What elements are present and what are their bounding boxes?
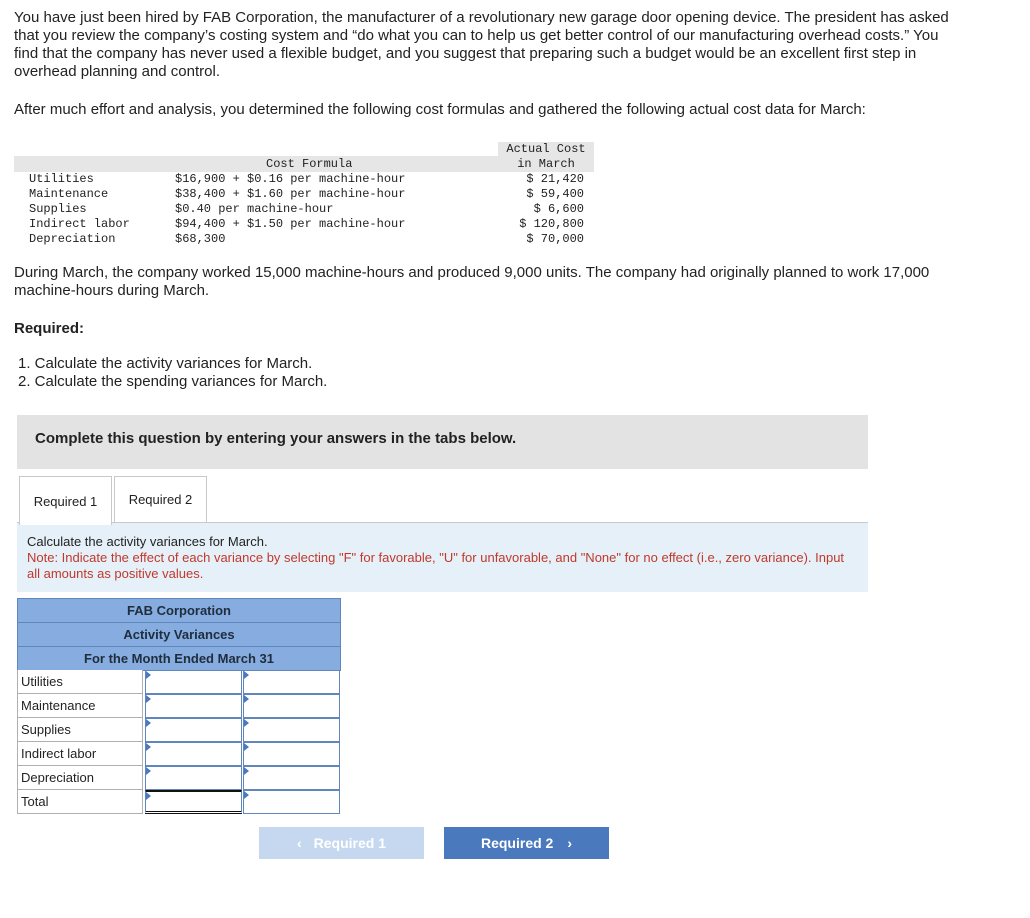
cost-row-indirect-labor: Indirect labor $94,400 + $1.50 per machine-hour $ 120,800 (29, 217, 584, 231)
row-label-supplies: Supplies (17, 718, 143, 742)
table-row (17, 670, 341, 694)
problem-activity-info: During March, the company worked 15,000 machine-hours and produced 9,000 units. The company had originally planned to work 17,000 machine-hours during March. (14, 264, 930, 299)
maintenance-effect-select[interactable] (243, 694, 340, 718)
row-label-maintenance: Maintenance (17, 694, 143, 718)
cost-row-depreciation: Depreciation $68,300 $ 70,000 (29, 232, 584, 246)
activity-variances-table (17, 598, 341, 817)
supplies-effect-select[interactable] (243, 718, 340, 742)
table-row (17, 766, 341, 790)
instruction-text: Complete this question by entering your answers in the tabs below. (35, 430, 517, 447)
instruction-box (17, 415, 868, 469)
problem-data-intro: After much effort and analysis, you determined the following cost formulas and gathered the following actual cost data for March: (14, 101, 866, 118)
table-header-title: Activity Variances (17, 622, 341, 647)
total-amount-input[interactable] (145, 790, 242, 814)
row-label-total: Total (17, 790, 143, 814)
cost-row-maintenance: Maintenance $38,400 + $1.60 per machine-hour $ 59,400 (29, 187, 584, 201)
cost-row-supplies: Supplies $0.40 per machine-hour $ 6,600 (29, 202, 584, 216)
depreciation-amount-input[interactable] (145, 766, 242, 790)
required-item: 2. Calculate the spending variances for March. (18, 373, 328, 390)
required-item: 1. Calculate the activity variances for March. (18, 355, 313, 372)
depreciation-effect-select[interactable] (243, 766, 340, 790)
table-header-period: For the Month Ended March 31 (17, 646, 341, 671)
utilities-effect-select[interactable] (243, 670, 340, 694)
indirect-labor-amount-input[interactable] (145, 742, 242, 766)
cost-formula-header: Cost Formula (266, 157, 353, 171)
table-header-company: FAB Corporation (17, 598, 341, 623)
required-heading: Required: (14, 320, 85, 337)
prev-button-label: Required 1 (313, 835, 387, 851)
row-label-utilities: Utilities (17, 670, 143, 694)
chevron-right-icon: › (567, 835, 573, 851)
table-row (17, 694, 341, 718)
table-row (17, 790, 341, 814)
cost-row-utilities: Utilities $16,900 + $0.16 per machine-hour $ 21,420 (29, 172, 584, 186)
next-button-label: Required 2 (480, 835, 554, 851)
supplies-amount-input[interactable] (145, 718, 242, 742)
panel-instruction: Calculate the activity variances for March. (27, 534, 268, 549)
chevron-left-icon: ‹ (296, 835, 302, 851)
table-row (17, 742, 341, 766)
indirect-labor-effect-select[interactable] (243, 742, 340, 766)
problem-intro: You have just been hired by FAB Corporation, the manufacturer of a revolutionary new garage door opening device. The president has asked that you review the company’s costing system and “do what you can to help us get better control of our manufacturing overhead costs.” You find that the company has never used a flexible budget, and you suggest that preparing such a budget would be an excellent first step in overhead planning and control. (14, 9, 949, 80)
total-effect-select[interactable] (243, 790, 340, 814)
cost-formula-table (14, 142, 594, 248)
question-panel (17, 523, 868, 592)
maintenance-amount-input[interactable] (145, 694, 242, 718)
prev-required-button[interactable] (259, 827, 424, 859)
row-label-depreciation: Depreciation (17, 766, 143, 790)
tab-required-2[interactable]: Required 2 (114, 476, 207, 523)
tab-required-1[interactable]: Required 1 (19, 476, 112, 525)
required-list (18, 355, 327, 391)
actual-cost-header: Actual Cost in March (506, 142, 586, 171)
panel-note: Note: Indicate the effect of each variance by selecting "F" for favorable, "U" for unfavorable, and "None" for no effect (i.e., zero variance). Input all amounts as positive values. (27, 550, 845, 581)
next-required-button[interactable] (444, 827, 609, 859)
table-row (17, 718, 341, 742)
utilities-amount-input[interactable] (145, 670, 242, 694)
row-label-indirect-labor: Indirect labor (17, 742, 143, 766)
